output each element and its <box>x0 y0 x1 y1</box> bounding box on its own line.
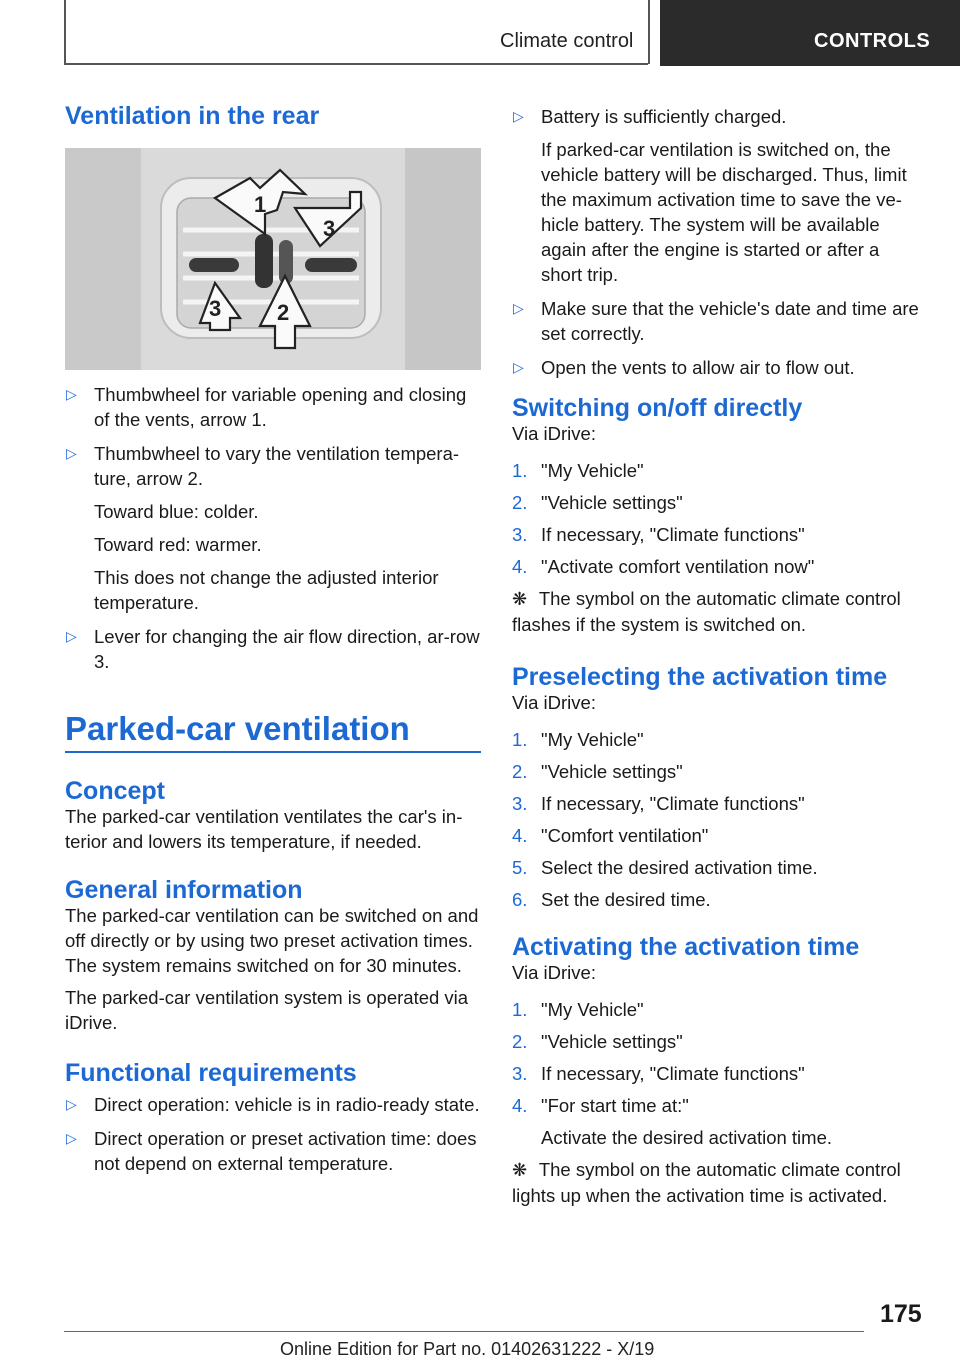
step-item: 2. "Vehicle settings" <box>512 761 683 782</box>
footer-edition: Online Edition for Part no. 01402631222 - X/19 <box>280 1339 655 1359</box>
step-item: 6. Set the desired time. <box>512 889 711 910</box>
heading-activating: Activating the activation time <box>512 933 860 961</box>
list-item: ▷ Make sure that the vehicle's date and time are set correctly. <box>513 298 919 344</box>
list-item: ▷ Battery is sufficiently charged. If parked-car ventilation is switched on, the vehicle battery will be discharged. Thus, limit the maximum activation time to save the ve-hicle battery. The system will be available again after the engine is started or after a short trip. <box>512 104 924 287</box>
heading-preselecting: Preselecting the activation time <box>512 663 888 691</box>
sub-text: This does not change the adjusted interior temperature. <box>94 567 439 613</box>
sub-text: Toward blue: colder. <box>94 501 259 522</box>
step-item: 4. "Comfort ventilation" <box>512 825 709 846</box>
step-item: 5. Select the desired activation time. <box>512 857 818 878</box>
step-item: 3. If necessary, "Climate functions" <box>512 793 805 814</box>
list-item: ▷ Open the vents to allow air to flow out. <box>513 357 855 378</box>
triangle-right-icon: ▷ <box>66 445 77 461</box>
steps-preselecting <box>512 727 924 919</box>
title-parked-car-ventilation: Parked-car ventilation <box>65 710 410 747</box>
heading-functional-requirements: Functional requirements <box>65 1059 357 1087</box>
step-item: Activate the desired activation time. <box>541 1127 833 1148</box>
callout-2: 2 <box>277 300 290 325</box>
step-item: 1. "My Vehicle" <box>512 999 644 1020</box>
note-lights-up: ❋ The symbol on the automatic climate control lights up when the activation time is activated. <box>512 1159 901 1206</box>
heading-switching-on-off: Switching on/off directly <box>512 394 803 422</box>
triangle-right-icon: ▷ <box>66 386 77 402</box>
heading-ventilation-rear: Ventilation in the rear <box>65 102 320 130</box>
heading-concept: Concept <box>65 777 165 805</box>
fan-icon: ❋ <box>512 1160 528 1180</box>
right-column <box>512 104 924 1208</box>
sub-text: If parked-car ventilation is switched on, the vehicle battery will be discharged. Thus, limit the maximum activation time to save the ve-hicle battery. The system will be available again after the engine is started or after a short trip. <box>541 139 907 285</box>
triangle-right-icon: ▷ <box>66 1130 77 1146</box>
header-chapter-tab <box>660 0 960 66</box>
title-underline <box>65 751 481 753</box>
triangle-right-icon: ▷ <box>66 1096 77 1112</box>
page-number: 175 <box>880 1300 922 1328</box>
step-item: 3. If necessary, "Climate functions" <box>512 524 805 545</box>
triangle-right-icon: ▷ <box>66 628 77 644</box>
header-section-title: Climate control <box>500 30 634 52</box>
concept-text: The parked-car ventilation ventilates the car's in-terior and lowers its temperature, if needed. <box>65 806 463 852</box>
list-item: ▷ Thumbwheel for variable opening and closing of the vents, arrow 1. <box>66 384 467 430</box>
list-item: ▷ Thumbwheel to vary the ventilation tempera-ture, arrow 2. Toward blue: colder. Toward red: warmer. This does not change the adjusted interior temperature. <box>65 441 483 615</box>
steps-switching <box>512 458 924 586</box>
left-column <box>65 104 483 129</box>
rear-items-block <box>65 382 483 683</box>
header-chapter-label: CONTROLS <box>814 30 931 52</box>
rear-vent-illustration <box>65 148 481 370</box>
step-item: 2. "Vehicle settings" <box>512 492 683 513</box>
heading-general-information: General information <box>65 876 303 904</box>
triangle-right-icon: ▷ <box>513 300 524 316</box>
header-rule-mid <box>648 0 650 64</box>
triangle-right-icon: ▷ <box>513 108 524 124</box>
via-idrive-1: Via iDrive: <box>512 423 596 444</box>
header-rule-left <box>64 0 66 64</box>
footer-rule <box>64 1331 864 1332</box>
sub-text: Toward red: warmer. <box>94 534 262 555</box>
step-item: 1. "My Vehicle" <box>512 729 644 750</box>
list-item: ▷ Direct operation or preset activation time: does not depend on external temperature. <box>66 1128 477 1174</box>
header-rule-bottom <box>64 63 648 65</box>
general-paragraph-1: The parked-car ventilation can be switched on and off directly or by using two preset activation times. The system remains switched on for 30 minutes. <box>65 905 479 976</box>
step-item: 2. "Vehicle settings" <box>512 1031 683 1052</box>
via-idrive-3: Via iDrive: <box>512 962 596 983</box>
general-paragraph-2: The parked-car ventilation system is operated via iDrive. <box>65 987 469 1033</box>
fan-icon: ❋ <box>512 589 528 609</box>
callout-1: 1 <box>254 192 267 217</box>
step-item: 4. "For start time at:" <box>512 1095 689 1116</box>
requirements-continued-list <box>512 104 924 380</box>
list-item: ▷ Direct operation: vehicle is in radio-ready state. <box>66 1094 480 1115</box>
callout-3-upper: 3 <box>323 216 336 241</box>
via-idrive-2: Via iDrive: <box>512 692 596 713</box>
rear-items-list <box>65 382 483 674</box>
step-item: 1. "My Vehicle" <box>512 460 644 481</box>
note-flashes: ❋ The symbol on the automatic climate control flashes if the system is switched on. <box>512 588 901 635</box>
functional-list <box>65 1092 481 1176</box>
step-item: 4. "Activate comfort ventilation now" <box>512 556 815 577</box>
step-item: 3. If necessary, "Climate functions" <box>512 1063 805 1084</box>
parked-section <box>65 710 481 1185</box>
steps-activating <box>512 997 924 1157</box>
callout-3-lower: 3 <box>209 296 222 321</box>
list-item: ▷ Lever for changing the air flow direction, ar-row 3. <box>66 626 480 672</box>
triangle-right-icon: ▷ <box>513 359 524 375</box>
